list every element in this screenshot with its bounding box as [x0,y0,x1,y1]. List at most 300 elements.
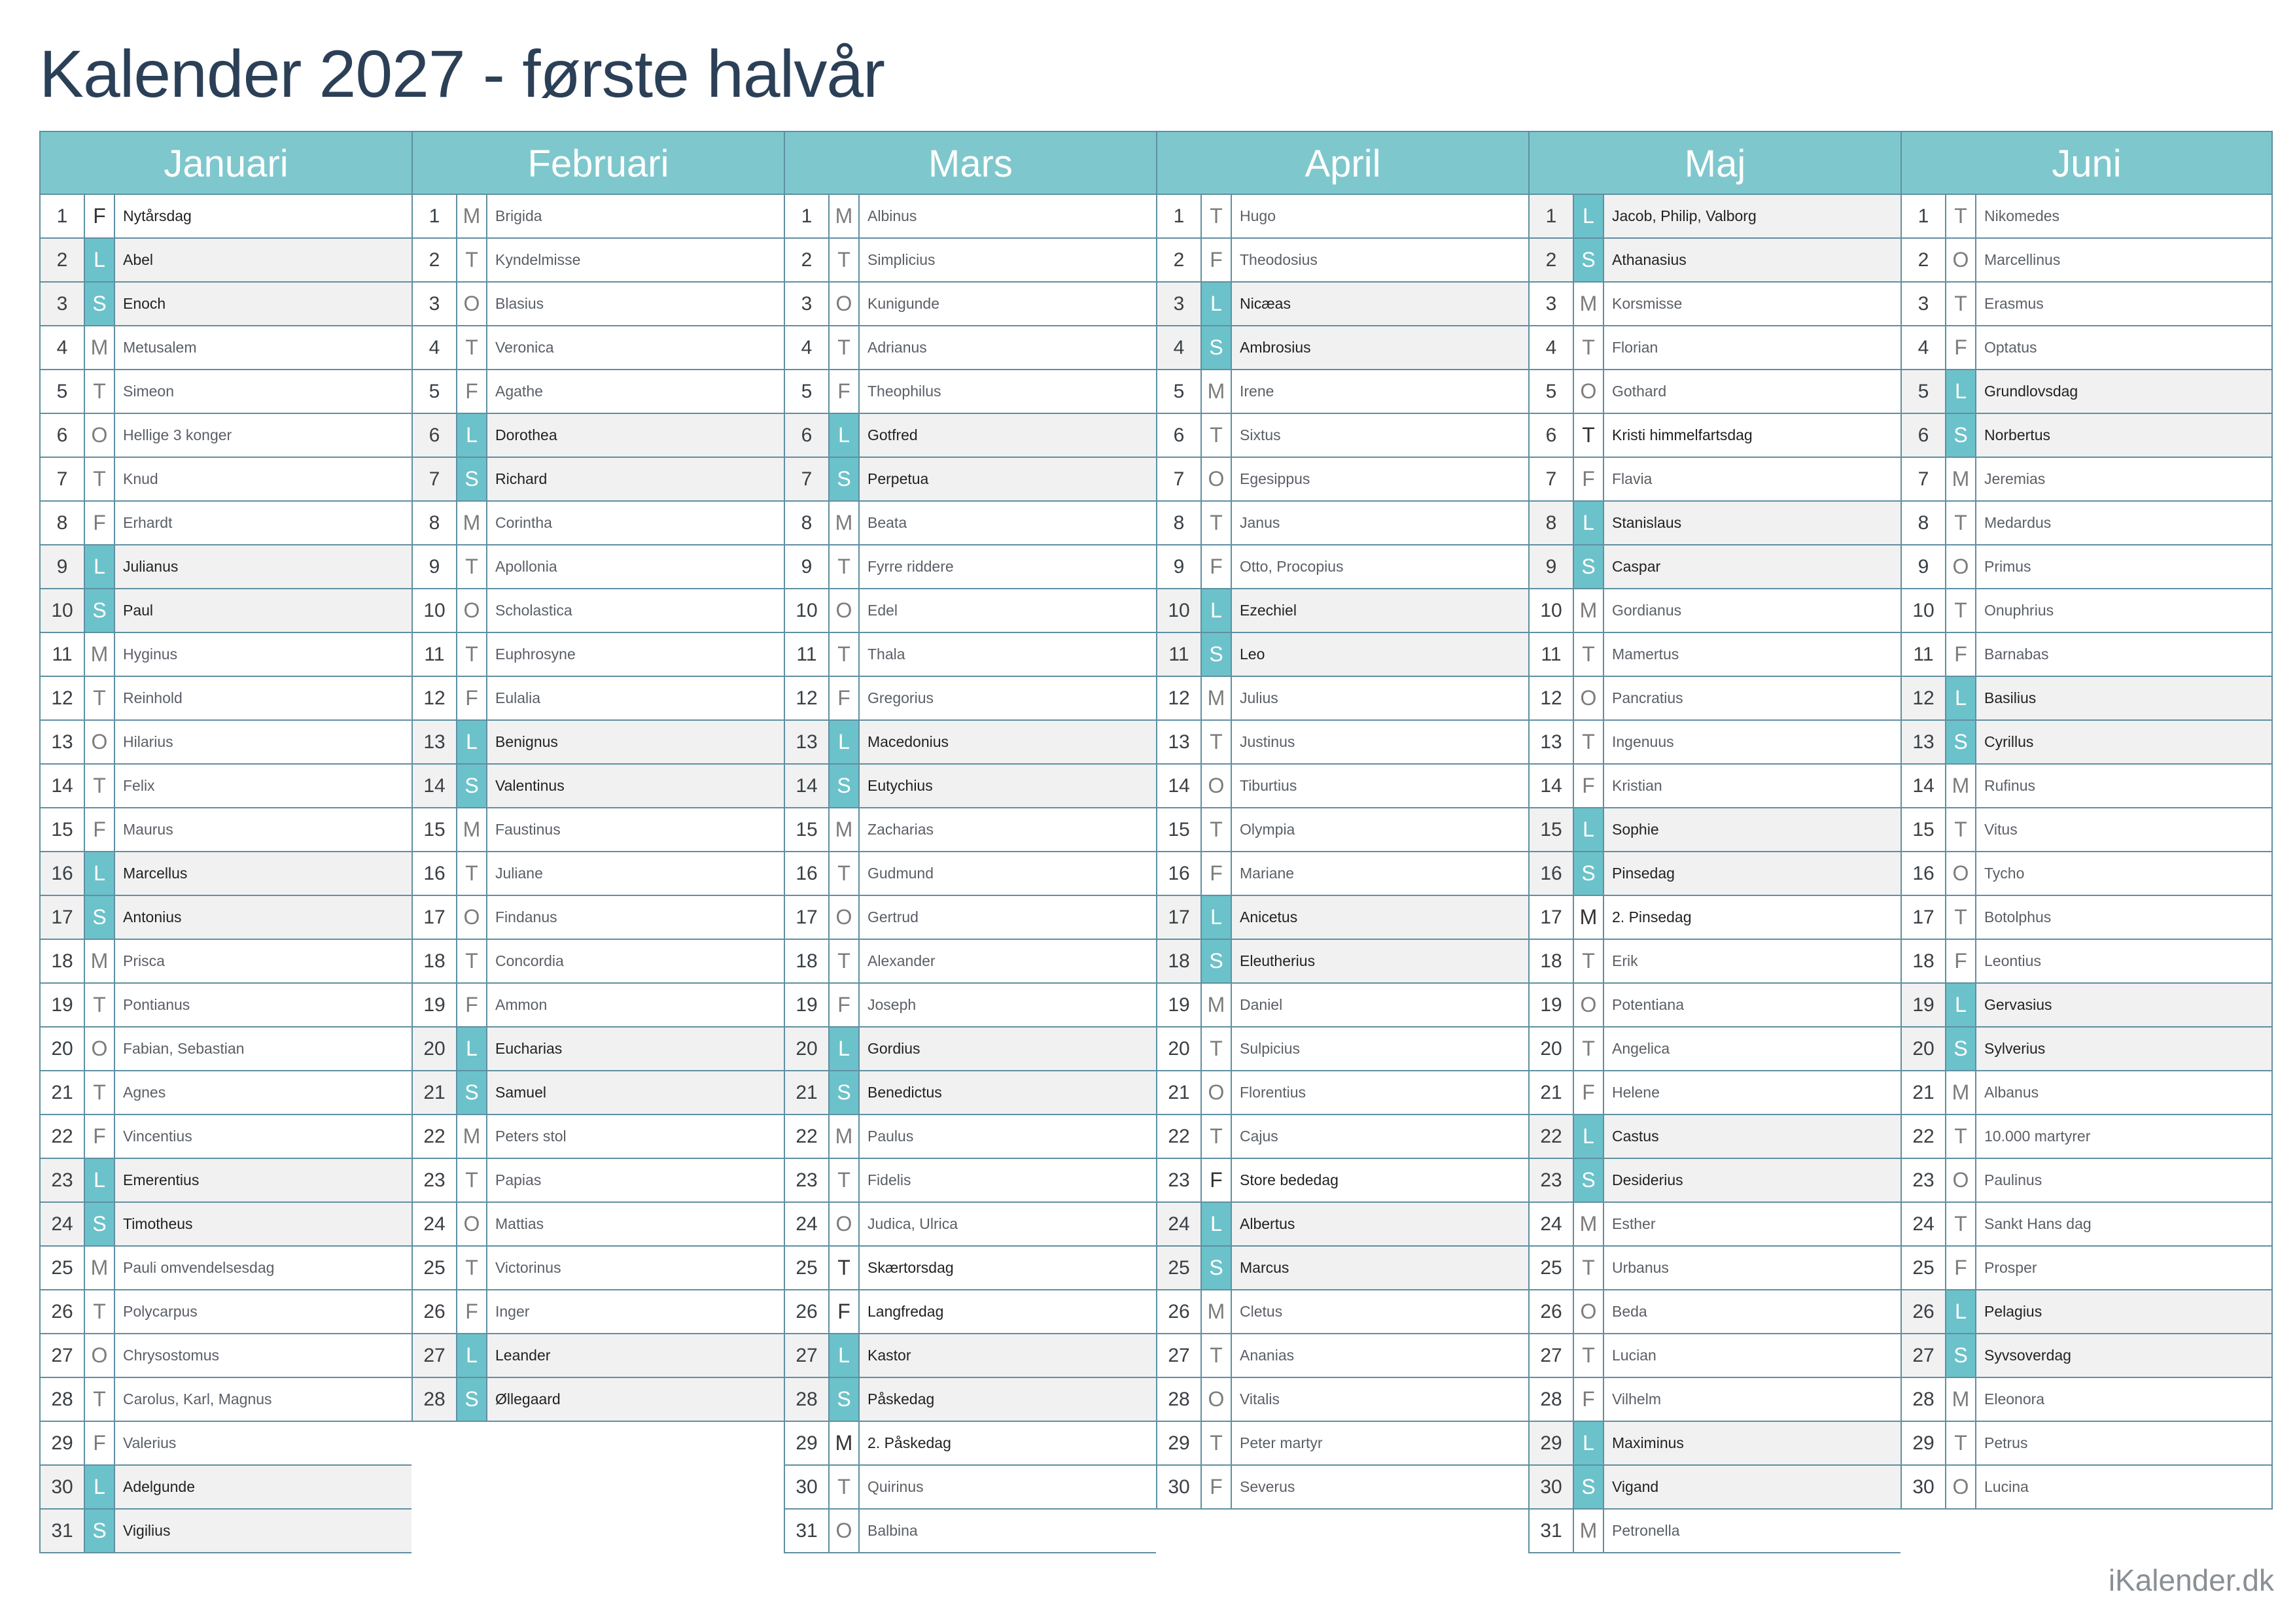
month-header: Maj [1528,131,1901,195]
day-number: 28 [1530,1378,1574,1421]
name-day: Esther [1612,1215,1656,1232]
day-number: 29 [1902,1422,1946,1464]
weekday-letter: O [830,1510,860,1552]
day-number: 8 [41,502,85,544]
day-row [412,1028,784,1071]
day-row [39,1115,412,1159]
name-day: Inger [495,1303,530,1320]
name-day: Felix [123,777,155,794]
day-number: 24 [1530,1203,1574,1245]
day-row [1156,808,1528,852]
day-number: 19 [1157,984,1202,1026]
name-day: Albinus [867,207,917,224]
month-header: Januari [39,131,412,195]
weekday-letter: S [1574,239,1604,281]
day-number: 22 [1530,1115,1574,1158]
weekday-letter: L [85,1159,115,1201]
weekday-letter: M [1574,1203,1604,1245]
day-row [1156,458,1528,502]
weekday-letter: T [1946,1115,1976,1158]
day-number: 20 [41,1028,85,1070]
day-row [39,1071,412,1115]
name-day: Eleutherius [1240,952,1316,969]
weekday-letter: T [457,940,487,982]
day-row [1528,1290,1901,1334]
name-day: Onuphrius [1984,602,2054,619]
weekday-letter: T [85,677,115,719]
day-row [784,283,1156,326]
name-day: Cyrillus [1984,733,2034,750]
day-number: 22 [785,1115,830,1158]
day-row [412,896,784,940]
day-number: 20 [413,1028,457,1070]
day-row [412,502,784,545]
weekday-letter: T [1574,414,1604,457]
day-row [784,765,1156,808]
day-number: 6 [1157,414,1202,457]
name-day: Store bededag [1240,1171,1339,1188]
calendar-grid [39,131,2273,1553]
weekday-letter: T [1202,414,1232,457]
day-number: 21 [413,1071,457,1114]
day-number: 8 [413,502,457,544]
weekday-letter: F [1574,1071,1604,1114]
day-row [412,1334,784,1378]
day-number: 15 [1530,808,1574,851]
weekday-letter: F [85,808,115,851]
name-day: Helene [1612,1084,1660,1101]
name-day: Tiburtius [1240,777,1297,794]
day-row [1901,326,2273,370]
day-number: 2 [1902,239,1946,281]
day-number: 19 [413,984,457,1026]
day-number: 15 [1157,808,1202,851]
day-number: 25 [41,1247,85,1289]
weekday-letter: O [1946,239,1976,281]
day-number: 13 [1530,721,1574,763]
day-row [39,239,412,283]
name-day: Florentius [1240,1084,1306,1101]
day-number: 18 [1902,940,1946,982]
name-day: Euphrosyne [495,646,576,663]
day-row [412,852,784,896]
name-day: Pancratius [1612,689,1683,706]
brand-link[interactable]: iKalender.dk [2108,1563,2274,1597]
month-column [784,131,1156,1553]
weekday-letter: O [1202,1071,1232,1114]
day-row [1528,1466,1901,1510]
weekday-letter: M [85,940,115,982]
name-day: Metusalem [123,339,197,356]
name-day: Agathe [495,383,543,400]
weekday-letter: T [85,1378,115,1421]
name-day: Balbina [867,1522,918,1539]
weekday-letter: S [1574,1159,1604,1201]
day-number: 21 [1157,1071,1202,1114]
day-row [39,414,412,458]
day-number: 25 [413,1247,457,1289]
name-day: Marcellus [123,865,188,882]
day-row [1156,765,1528,808]
name-day: Prosper [1984,1259,2037,1276]
name-day: Korsmisse [1612,295,1683,312]
weekday-letter: T [85,984,115,1026]
name-day: Kunigunde [867,295,939,312]
name-day: Fidelis [867,1171,911,1188]
day-row [1901,1028,2273,1071]
weekday-letter: T [85,370,115,413]
weekday-letter: S [457,458,487,500]
name-day: Primus [1984,558,2031,575]
weekday-letter: T [1202,1028,1232,1070]
name-day: Tycho [1984,865,2025,882]
name-day: Vitalis [1240,1391,1280,1408]
day-number: 14 [1902,765,1946,807]
weekday-letter: F [1202,852,1232,895]
day-number: 11 [785,633,830,676]
weekday-letter: S [1946,721,1976,763]
name-day: Gordianus [1612,602,1682,619]
weekday-letter: F [457,677,487,719]
day-number: 5 [1530,370,1574,413]
name-day: Ammon [495,996,548,1013]
day-row [1528,195,1901,239]
day-row [1156,1247,1528,1290]
day-row [1528,1422,1901,1466]
day-number: 6 [1530,414,1574,457]
name-day: Judica, Ulrica [867,1215,958,1232]
weekday-letter: F [1574,458,1604,500]
day-number: 13 [41,721,85,763]
weekday-letter: F [830,370,860,413]
name-day: Jacob, Philip, Valborg [1612,207,1757,224]
name-day: Enoch [123,295,166,312]
weekday-letter: M [1202,984,1232,1026]
weekday-letter: L [1202,283,1232,325]
name-day: Gervasius [1984,996,2052,1013]
day-row [784,239,1156,283]
name-day: Mamertus [1612,646,1679,663]
name-day: Vitus [1984,821,2018,838]
weekday-letter: M [1946,1378,1976,1421]
day-number: 15 [785,808,830,851]
weekday-letter: S [830,1071,860,1114]
day-number: 23 [1530,1159,1574,1201]
day-row [784,1028,1156,1071]
name-day: Påskedag [867,1391,935,1408]
day-number: 23 [41,1159,85,1201]
day-row [1156,984,1528,1028]
day-number: 16 [413,852,457,895]
month-column [412,131,784,1553]
weekday-letter: S [85,589,115,632]
month-header: April [1156,131,1528,195]
day-number: 13 [785,721,830,763]
day-row [39,1203,412,1247]
day-row [1528,502,1901,545]
weekday-letter: F [457,370,487,413]
day-row [784,370,1156,414]
weekday-letter: O [1202,458,1232,500]
day-number: 20 [785,1028,830,1070]
day-row [1528,283,1901,326]
day-number: 18 [1157,940,1202,982]
name-day: Antonius [123,908,182,925]
day-row [784,984,1156,1028]
day-row [784,1071,1156,1115]
day-number: 28 [1157,1378,1202,1421]
day-row [1901,721,2273,765]
day-number: 20 [1902,1028,1946,1070]
day-number: 4 [1902,326,1946,369]
day-row [1528,370,1901,414]
day-number: 11 [413,633,457,676]
day-row [784,502,1156,545]
day-number: 28 [41,1378,85,1421]
day-row [1528,458,1901,502]
day-row [1528,852,1901,896]
day-row [39,545,412,589]
day-row [1156,195,1528,239]
day-number: 3 [785,283,830,325]
day-row [412,808,784,852]
day-number: 14 [413,765,457,807]
day-number: 7 [413,458,457,500]
name-day: Alexander [867,952,936,969]
weekday-letter: T [1946,1422,1976,1464]
weekday-letter: F [1202,239,1232,281]
day-row [1528,633,1901,677]
day-number: 1 [413,195,457,237]
weekday-letter: M [1202,677,1232,719]
weekday-letter: T [1202,1115,1232,1158]
day-row [39,589,412,633]
weekday-letter: F [1202,545,1232,588]
weekday-letter: T [830,239,860,281]
name-day: Fyrre riddere [867,558,954,575]
weekday-letter: M [1202,1290,1232,1333]
day-row [412,984,784,1028]
day-number: 2 [413,239,457,281]
name-day: Maurus [123,821,173,838]
weekday-letter: T [1946,808,1976,851]
day-row [784,195,1156,239]
day-row [1156,1071,1528,1115]
day-number: 5 [1902,370,1946,413]
name-day: Flavia [1612,470,1653,487]
month-header: Juni [1901,131,2273,195]
day-row [1156,940,1528,984]
day-row [1156,545,1528,589]
day-number: 3 [1902,283,1946,325]
day-number: 28 [1902,1378,1946,1421]
day-number: 1 [1157,195,1202,237]
name-day: Sankt Hans dag [1984,1215,2092,1232]
day-row [1528,721,1901,765]
weekday-letter: F [1946,1247,1976,1289]
day-number: 17 [1530,896,1574,939]
day-number: 18 [1530,940,1574,982]
name-day: Hellige 3 konger [123,426,232,443]
day-row [1528,896,1901,940]
day-number: 30 [1157,1466,1202,1508]
day-row [412,370,784,414]
name-day: Optatus [1984,339,2037,356]
name-day: Reinhold [123,689,183,706]
day-number: 29 [785,1422,830,1464]
day-number: 13 [1902,721,1946,763]
weekday-letter: T [1202,808,1232,851]
day-number: 17 [1157,896,1202,939]
day-number: 10 [41,589,85,632]
day-row [1901,502,2273,545]
day-row [1901,1334,2273,1378]
name-day: Urbanus [1612,1259,1669,1276]
day-row [784,1115,1156,1159]
page-title: Kalender 2027 - første halvår [39,37,885,111]
weekday-letter: O [85,1028,115,1070]
name-day: Hyginus [123,646,178,663]
day-number: 22 [41,1115,85,1158]
day-number: 31 [1530,1510,1574,1552]
day-number: 15 [1902,808,1946,851]
day-number: 2 [785,239,830,281]
day-number: 27 [785,1334,830,1377]
day-row [784,414,1156,458]
name-day: Syvsoverdag [1984,1347,2071,1364]
name-day: Beata [867,514,907,531]
day-row [39,896,412,940]
name-day: Vilhelm [1612,1391,1661,1408]
day-number: 23 [1902,1159,1946,1201]
day-number: 8 [785,502,830,544]
weekday-letter: O [85,1334,115,1377]
day-row [39,852,412,896]
day-row [784,1203,1156,1247]
weekday-letter: O [1574,677,1604,719]
weekday-letter: F [1202,1466,1232,1508]
weekday-letter: S [457,1378,487,1421]
name-day: Albertus [1240,1215,1295,1232]
name-day: Erhardt [123,514,173,531]
day-row [1156,370,1528,414]
name-day: 2. Påskedag [867,1434,951,1451]
day-number: 12 [1530,677,1574,719]
day-number: 24 [41,1203,85,1245]
name-day: Gertrud [867,908,919,925]
name-day: Abel [123,251,154,268]
day-number: 30 [1530,1466,1574,1508]
day-number: 21 [785,1071,830,1114]
weekday-letter: S [1202,326,1232,369]
weekday-letter: S [85,1510,115,1552]
day-number: 1 [41,195,85,237]
weekday-letter: S [830,765,860,807]
weekday-letter: T [1946,283,1976,325]
name-day: Pauli omvendelsesdag [123,1259,275,1276]
weekday-letter: L [830,721,860,763]
day-row [1901,677,2273,721]
day-row [39,1159,412,1203]
day-row [1156,326,1528,370]
weekday-letter: L [1202,589,1232,632]
day-row [1528,1159,1901,1203]
name-day: Blasius [495,295,544,312]
weekday-letter: T [1946,195,1976,237]
name-day: Paulinus [1984,1171,2042,1188]
day-row [784,458,1156,502]
name-day: Findanus [495,908,557,925]
day-row [412,1115,784,1159]
weekday-letter: F [830,677,860,719]
name-day: Vigilius [123,1522,171,1539]
day-number: 6 [1902,414,1946,457]
weekday-letter: T [1574,326,1604,369]
weekday-letter: T [457,1247,487,1289]
day-row [412,1203,784,1247]
weekday-letter: O [830,283,860,325]
weekday-letter: T [457,852,487,895]
name-day: Richard [495,470,548,487]
weekday-letter: M [830,502,860,544]
day-number: 24 [785,1203,830,1245]
name-day: Paul [123,602,154,619]
day-row [784,677,1156,721]
day-row [39,1028,412,1071]
day-number: 14 [41,765,85,807]
name-day: Julianus [123,558,179,575]
day-row [784,1378,1156,1422]
day-number: 15 [41,808,85,851]
name-day: Cajus [1240,1128,1278,1145]
weekday-letter: T [85,1071,115,1114]
day-row [1901,1290,2273,1334]
name-day: Prisca [123,952,165,969]
day-row [39,1334,412,1378]
weekday-letter: S [830,458,860,500]
day-number: 22 [413,1115,457,1158]
name-day: Lucina [1984,1478,2029,1495]
month-header: Mars [784,131,1156,195]
day-number: 4 [785,326,830,369]
day-number: 31 [41,1510,85,1552]
name-day: Dorothea [495,426,557,443]
weekday-letter: M [830,1422,860,1464]
weekday-letter: M [1946,765,1976,807]
weekday-letter: O [1574,370,1604,413]
day-number: 3 [1530,283,1574,325]
weekday-letter: L [1574,1422,1604,1464]
weekday-letter: T [85,1290,115,1333]
name-day: Mariane [1240,865,1295,882]
name-day: Medardus [1984,514,2052,531]
day-number: 26 [1902,1290,1946,1333]
name-day: 2. Pinsedag [1612,908,1692,925]
name-day: Peters stol [495,1128,567,1145]
name-day: Chrysostomus [123,1347,219,1364]
name-day: Athanasius [1612,251,1687,268]
day-number: 26 [1530,1290,1574,1333]
day-row [412,414,784,458]
name-day: Carolus, Karl, Magnus [123,1391,272,1408]
weekday-letter: M [85,633,115,676]
weekday-letter: T [1574,1028,1604,1070]
weekday-letter: M [1202,370,1232,413]
weekday-letter: L [85,239,115,281]
weekday-letter: S [1574,1466,1604,1508]
weekday-letter: L [1574,502,1604,544]
name-day: Pinsedag [1612,865,1675,882]
